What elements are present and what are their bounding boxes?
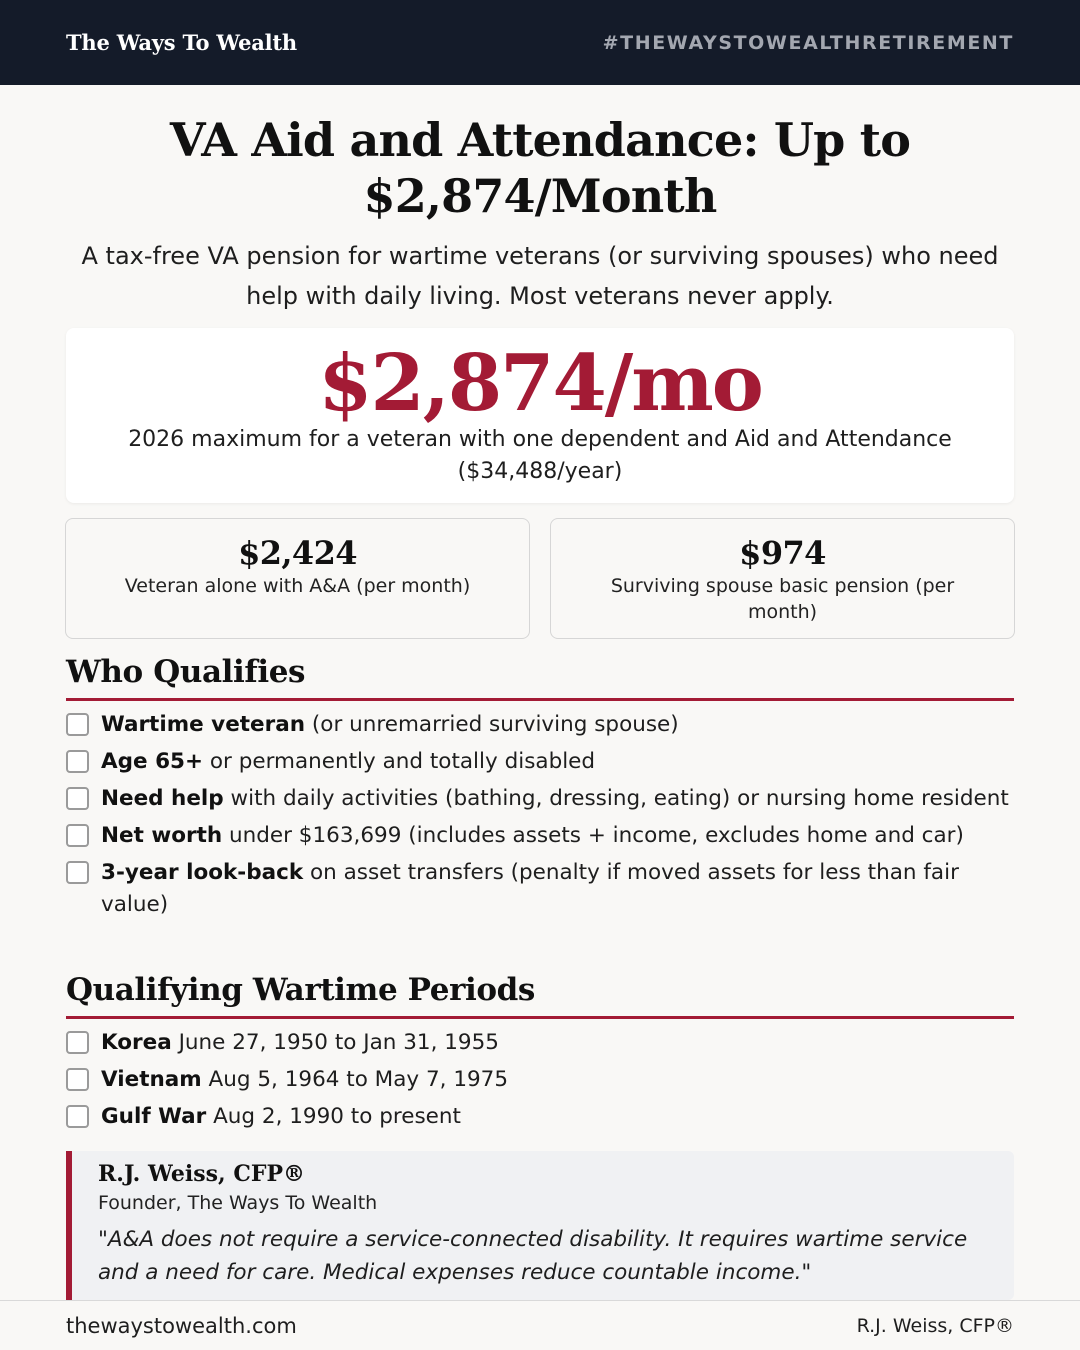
- item-text: or permanently and totally disabled: [203, 749, 596, 774]
- list-item: [66, 820, 1014, 852]
- who-qualifies-heading: Who Qualifies: [66, 652, 1014, 701]
- item-bold: Net worth: [101, 823, 223, 848]
- wartime-periods-list: [66, 1027, 1014, 1138]
- item-text: Aug 2, 1990 to present: [206, 1104, 461, 1129]
- checkbox[interactable]: [66, 787, 89, 810]
- page-title: VA Aid and Attendance: Up to $2,874/Month: [169, 113, 911, 223]
- checkbox[interactable]: [66, 861, 89, 884]
- stat-label: Veteran alone with A&A (per month): [124, 575, 471, 597]
- item-bold: Need help: [101, 786, 224, 811]
- hero-card: [66, 328, 1014, 503]
- item-bold: Age 65+: [101, 749, 204, 774]
- item-text: (or unremarried surviving spouse): [305, 712, 679, 737]
- checkbox[interactable]: [66, 1105, 89, 1128]
- stat-value: $974: [739, 534, 826, 572]
- checkbox[interactable]: [66, 750, 89, 773]
- stat-card-veteran: [65, 518, 530, 639]
- hero-description: 2026 maximum for a veteran with one dependent and Aid and Attendance ($34,488/year): [128, 427, 952, 484]
- stat-value: $2,424: [238, 534, 357, 572]
- list-item: [66, 1064, 1014, 1096]
- expert-quote: [66, 1151, 1014, 1300]
- quote-author-role: Founder, The Ways To Wealth: [98, 1192, 378, 1214]
- item-text: under $163,699 (includes assets + income, excludes home and car): [222, 823, 964, 848]
- item-text: Aug 5, 1964 to May 7, 1975: [201, 1067, 509, 1092]
- hero-amount: $2,874/mo: [318, 338, 762, 429]
- quote-text: "A&A does not require a service-connected disability. It requires wartime service and a need for care. Medical expenses reduce countable income.": [98, 1227, 968, 1285]
- list-item: [66, 746, 1014, 778]
- who-qualifies-list: [66, 709, 1014, 926]
- item-bold: Korea: [101, 1030, 172, 1055]
- stat-label: Surviving spouse basic pension (per month): [610, 575, 955, 623]
- checkbox[interactable]: [66, 713, 89, 736]
- item-text: June 27, 1950 to Jan 31, 1955: [171, 1030, 499, 1055]
- item-text: with daily activities (bathing, dressing, eating) or nursing home resident: [223, 786, 1009, 811]
- item-bold: 3-year look-back: [101, 860, 304, 885]
- checkbox[interactable]: [66, 824, 89, 847]
- wartime-periods-heading: Qualifying Wartime Periods: [66, 970, 1014, 1019]
- list-item: [66, 1027, 1014, 1059]
- footer-author: R.J. Weiss, CFP®: [856, 1314, 1014, 1337]
- list-item: [66, 1101, 1014, 1133]
- footer-website: thewaystowealth.com: [66, 1313, 297, 1338]
- page-subtitle: A tax-free VA pension for wartime veterans (or surviving spouses) who need help with daily living. Most veterans never apply.: [81, 242, 999, 310]
- hashtag: #THEWAYSTOWEALTHRETIREMENT: [602, 31, 1014, 54]
- checkbox[interactable]: [66, 1031, 89, 1054]
- stat-card-surviving-spouse: [550, 518, 1015, 639]
- item-text: on asset transfers (penalty if moved assets for less than fair value): [101, 860, 959, 917]
- item-bold: Gulf War: [101, 1104, 207, 1129]
- checkbox[interactable]: [66, 1068, 89, 1091]
- quote-author-name: R.J. Weiss, CFP®: [98, 1161, 305, 1187]
- brand-name: The Ways To Wealth: [66, 30, 297, 55]
- list-item: [66, 709, 1014, 741]
- list-item: [66, 783, 1014, 815]
- item-bold: Wartime veteran: [101, 712, 306, 737]
- top-bar: [0, 0, 1080, 85]
- item-bold: Vietnam: [101, 1067, 202, 1092]
- list-item: [66, 857, 1014, 921]
- footer: [0, 1300, 1080, 1350]
